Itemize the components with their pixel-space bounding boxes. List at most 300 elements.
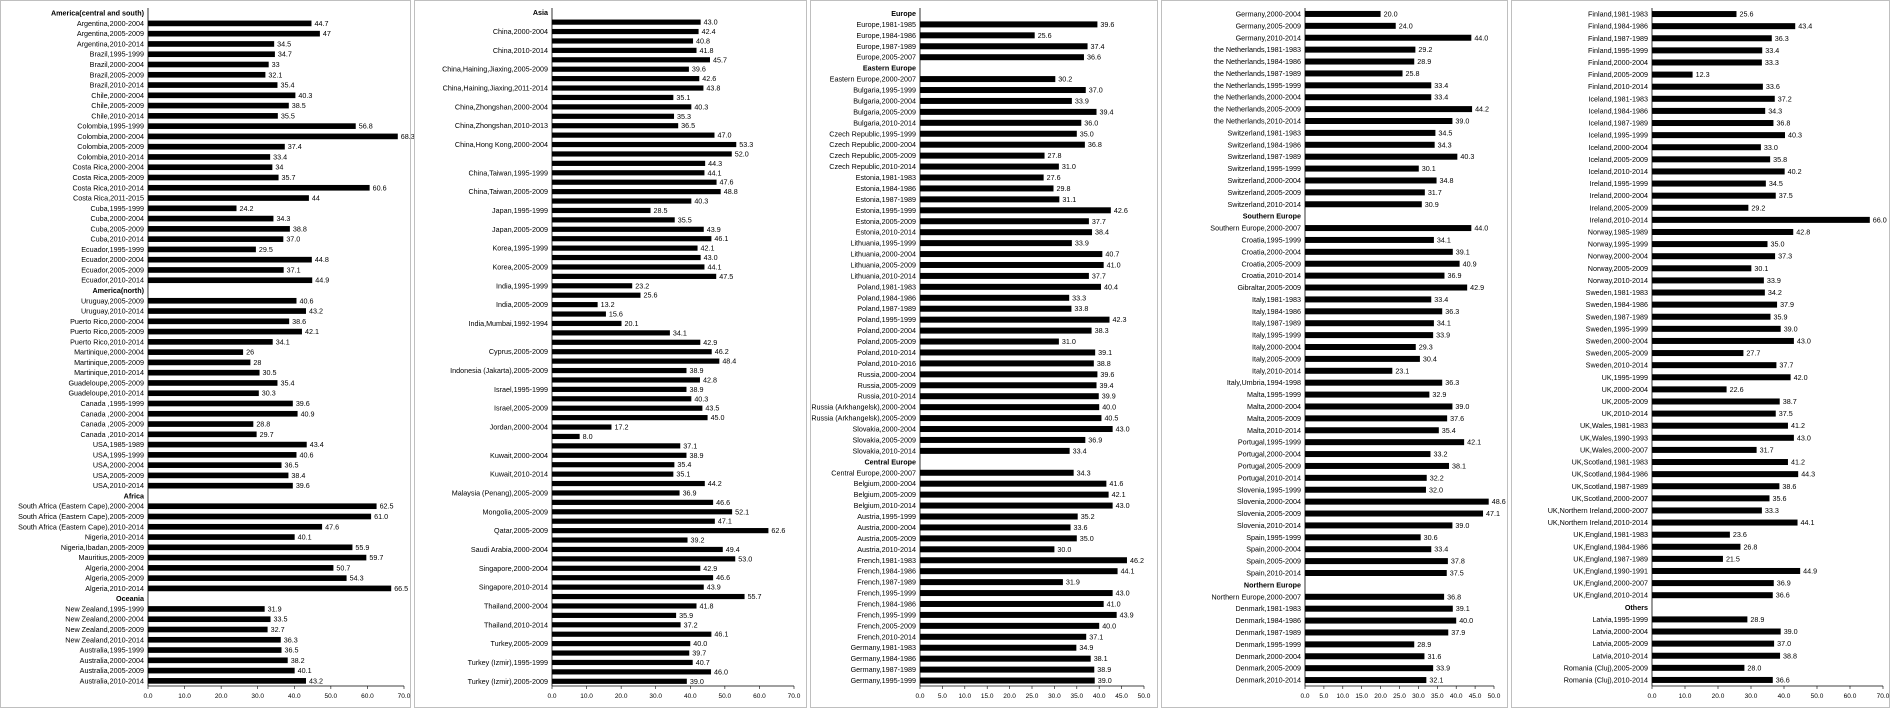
category-label: Puerto Rico,2005-2009 bbox=[70, 327, 144, 337]
data-label: 33.9 bbox=[1766, 275, 1781, 285]
category-label: Colombia,2010-2014 bbox=[77, 152, 144, 162]
data-label: 34.1 bbox=[275, 337, 290, 347]
bar bbox=[552, 481, 705, 486]
bar bbox=[920, 251, 1102, 257]
bar bbox=[148, 154, 270, 160]
data-label: 43.0 bbox=[703, 253, 718, 263]
data-label: 36.9 bbox=[1447, 271, 1462, 281]
bar bbox=[148, 41, 274, 47]
category-label: Poland,2000-2004 bbox=[857, 326, 916, 336]
bar bbox=[1652, 447, 1757, 453]
category-label: Ireland,1995-1999 bbox=[1589, 179, 1648, 189]
category-label: Switzerland,1987-1989 bbox=[1227, 152, 1301, 162]
data-label: 37.8 bbox=[1450, 556, 1465, 566]
category-label: Jordan,2000-2004 bbox=[489, 422, 548, 432]
bar bbox=[148, 452, 296, 458]
bar bbox=[148, 442, 307, 448]
bar bbox=[920, 415, 1101, 421]
data-label: 33.6 bbox=[1073, 522, 1088, 532]
data-label: 35.8 bbox=[1773, 154, 1788, 164]
data-label: 31.9 bbox=[1065, 577, 1080, 587]
category-label: French,1995-1999 bbox=[857, 610, 916, 620]
category-label: UK,Northern Ireland,2000-2007 bbox=[1547, 505, 1648, 515]
bar bbox=[148, 668, 295, 674]
bar bbox=[920, 328, 1092, 334]
data-label: 35.2 bbox=[1080, 512, 1095, 522]
bar bbox=[148, 616, 271, 622]
category-label: Russia (Arkhangelsk),2005-2009 bbox=[811, 413, 916, 423]
category-label: Norway,2000-2004 bbox=[1587, 251, 1648, 261]
bar bbox=[920, 524, 1071, 530]
category-label: the Netherlands,2000-2004 bbox=[1213, 92, 1301, 102]
bar bbox=[1652, 386, 1727, 392]
data-label: 35.3 bbox=[677, 111, 692, 121]
bar bbox=[552, 575, 713, 580]
data-label: 28.0 bbox=[1747, 663, 1762, 673]
x-tick-label: 50.0 bbox=[718, 693, 732, 700]
bar bbox=[920, 579, 1063, 585]
x-tick-label: 50.0 bbox=[324, 693, 338, 700]
category-label: Malaysia (Penang),2005-2009 bbox=[451, 488, 548, 498]
bar bbox=[920, 656, 1091, 662]
category-label: Australia,1995-1999 bbox=[79, 645, 144, 655]
bar bbox=[148, 205, 237, 211]
category-label: Switzerland,2005-2009 bbox=[1227, 187, 1301, 197]
bar bbox=[920, 448, 1070, 454]
data-label: 33.3 bbox=[1764, 58, 1779, 68]
bar bbox=[148, 370, 260, 376]
bar bbox=[1305, 677, 1426, 683]
data-label: 33.4 bbox=[1434, 544, 1449, 554]
data-label: 47.1 bbox=[717, 516, 732, 526]
data-label: 37.7 bbox=[1091, 271, 1106, 281]
category-label: Lithuania,2000-2004 bbox=[850, 249, 916, 259]
data-label: 31.6 bbox=[1427, 651, 1442, 661]
data-label: 34.5 bbox=[277, 39, 292, 49]
bar bbox=[148, 586, 391, 592]
category-label: South Africa (Eastern Cape),2005-2009 bbox=[18, 512, 144, 522]
bar bbox=[1305, 23, 1396, 29]
data-label: 32.2 bbox=[1429, 473, 1444, 483]
data-label: 35.0 bbox=[1770, 239, 1785, 249]
data-label: 35.1 bbox=[676, 469, 691, 479]
data-label: 30.4 bbox=[1422, 354, 1437, 364]
data-label: 46.1 bbox=[714, 629, 729, 639]
bar bbox=[1305, 70, 1403, 76]
bar bbox=[1305, 606, 1453, 612]
category-label: Russia,2005-2009 bbox=[857, 380, 916, 390]
bar bbox=[1305, 94, 1431, 100]
bar bbox=[920, 185, 1054, 191]
data-label: 8.0 bbox=[582, 431, 593, 441]
category-label: Estonia,1984-1986 bbox=[855, 183, 916, 193]
data-label: 68.3 bbox=[400, 131, 415, 141]
x-tick-label: 30.0 bbox=[251, 693, 265, 700]
data-label: 31.7 bbox=[1759, 445, 1774, 455]
category-label: India,Mumbai,1992-1994 bbox=[468, 318, 548, 328]
bar bbox=[148, 247, 256, 253]
x-tick-label: 30.0 bbox=[1048, 693, 1061, 700]
bar bbox=[920, 76, 1055, 82]
data-label: 43.0 bbox=[1115, 424, 1130, 434]
data-label: 24.0 bbox=[1398, 21, 1413, 31]
bar bbox=[1305, 296, 1431, 302]
data-label: 34.3 bbox=[1076, 468, 1091, 478]
bar bbox=[552, 443, 680, 448]
category-label: Argentina,2000-2004 bbox=[76, 18, 144, 28]
data-label: 35.4 bbox=[677, 460, 692, 470]
category-label: UK,England,1990-1991 bbox=[1573, 566, 1648, 576]
bar bbox=[1652, 616, 1747, 622]
data-label: 36.3 bbox=[1774, 33, 1789, 43]
data-label: 34.1 bbox=[1436, 235, 1451, 245]
category-label: China,Taiwan,2005-2009 bbox=[468, 187, 548, 197]
category-label: Poland,1995-1999 bbox=[857, 315, 916, 325]
category-label: Italy,2010-2014 bbox=[1251, 366, 1301, 376]
category-label: Germany,2010-2014 bbox=[1235, 33, 1301, 43]
category-label: New Zealand,2000-2004 bbox=[65, 614, 144, 624]
category-label: Canada ,1995-1999 bbox=[80, 399, 144, 409]
bar bbox=[552, 509, 732, 514]
bar bbox=[552, 547, 723, 552]
group-label: America(north) bbox=[92, 286, 144, 296]
bar bbox=[1305, 368, 1392, 374]
data-label: 40.0 bbox=[1102, 402, 1117, 412]
bar bbox=[1652, 459, 1788, 465]
data-label: 34.5 bbox=[1768, 179, 1783, 189]
data-label: 36.3 bbox=[1445, 306, 1460, 316]
data-label: 37.4 bbox=[287, 142, 302, 152]
data-label: 35.5 bbox=[280, 111, 295, 121]
category-label: French,1984-1986 bbox=[857, 599, 916, 609]
category-label: Portugal,2005-2009 bbox=[1237, 461, 1301, 471]
category-label: Uruguay,2010-2014 bbox=[80, 306, 144, 316]
data-label: 40.4 bbox=[1103, 282, 1118, 292]
bar bbox=[1305, 356, 1420, 362]
data-label: 36.3 bbox=[283, 635, 298, 645]
bar bbox=[148, 421, 253, 427]
bar bbox=[1652, 495, 1769, 501]
category-label: Bulgaria,2000-2004 bbox=[853, 96, 916, 106]
category-label: South Africa (Eastern Cape),2000-2004 bbox=[18, 501, 144, 511]
x-tick-label: 50.0 bbox=[1137, 693, 1151, 700]
category-label: USA,2005-2009 bbox=[92, 470, 144, 480]
category-label: Cuba,2010-2014 bbox=[90, 234, 144, 244]
bar bbox=[552, 434, 580, 439]
category-label: Czech Republic,2000-2004 bbox=[829, 140, 916, 150]
data-label: 44.1 bbox=[1800, 518, 1815, 528]
bar bbox=[1652, 435, 1794, 441]
category-label: Europe,1981-1985 bbox=[856, 19, 916, 29]
data-label: 36.6 bbox=[1086, 52, 1101, 62]
data-label: 40.3 bbox=[694, 196, 709, 206]
bar bbox=[148, 31, 320, 37]
bar bbox=[920, 590, 1113, 596]
bar bbox=[552, 396, 691, 401]
bar bbox=[552, 462, 674, 467]
data-label: 42.9 bbox=[703, 337, 718, 347]
bar bbox=[148, 308, 306, 314]
bar bbox=[148, 627, 268, 633]
bar bbox=[552, 151, 732, 156]
data-label: 31.7 bbox=[1427, 187, 1442, 197]
bar bbox=[148, 103, 289, 109]
bar bbox=[1305, 534, 1421, 540]
bar bbox=[552, 330, 670, 335]
data-label: 28.9 bbox=[1750, 614, 1765, 624]
data-label: 43.0 bbox=[1115, 588, 1130, 598]
category-label: Japan,1995-1999 bbox=[492, 205, 548, 215]
data-label: 36.5 bbox=[284, 460, 299, 470]
category-label: Denmark,1981-1983 bbox=[1235, 604, 1301, 614]
data-label: 39.1 bbox=[1455, 247, 1470, 257]
category-label: Puerto Rico,2010-2014 bbox=[70, 337, 144, 347]
category-label: the Netherlands,2010-2014 bbox=[1213, 116, 1301, 126]
data-label: 39.0 bbox=[689, 676, 704, 686]
category-label: Lithuania,2005-2009 bbox=[850, 260, 916, 270]
category-label: Germany,1995-1999 bbox=[850, 676, 916, 686]
category-label: Canada ,2000-2004 bbox=[80, 409, 144, 419]
category-label: Ireland,2005-2009 bbox=[1589, 203, 1648, 213]
data-label: 34 bbox=[275, 162, 284, 172]
data-label: 37.5 bbox=[1778, 409, 1793, 419]
x-tick-label: 0.0 bbox=[915, 693, 925, 700]
data-label: 39.6 bbox=[691, 64, 706, 74]
data-label: 36.8 bbox=[1447, 592, 1462, 602]
data-label: 40.0 bbox=[693, 639, 708, 649]
data-label: 39.0 bbox=[1783, 324, 1798, 334]
category-label: Estonia,1987-1989 bbox=[855, 194, 916, 204]
data-label: 49.4 bbox=[725, 544, 740, 554]
bar bbox=[148, 236, 283, 242]
category-label: Sweden,1984-1986 bbox=[1585, 300, 1648, 310]
data-label: 39.0 bbox=[1783, 627, 1798, 637]
data-label: 40.1 bbox=[297, 666, 312, 676]
bar bbox=[1652, 217, 1870, 223]
bar bbox=[1305, 154, 1457, 160]
data-label: 39.6 bbox=[1100, 369, 1115, 379]
data-label: 37.1 bbox=[286, 265, 301, 275]
category-label: Nigeria,2010-2014 bbox=[84, 532, 144, 542]
category-label: Costa Rica,2011-2015 bbox=[73, 193, 144, 203]
bar bbox=[1652, 193, 1776, 199]
bar bbox=[1305, 237, 1434, 243]
category-label: Costa Rica,2010-2014 bbox=[72, 183, 144, 193]
data-label: 39.2 bbox=[690, 535, 705, 545]
data-label: 46.1 bbox=[714, 234, 729, 244]
category-label: Portugal,2000-2004 bbox=[1237, 449, 1301, 459]
x-tick-label: 60.0 bbox=[753, 693, 766, 700]
bar bbox=[920, 360, 1094, 366]
category-label: New Zealand,1995-1999 bbox=[65, 604, 144, 614]
data-label: 38.5 bbox=[291, 101, 306, 111]
category-label: UK,Northern Ireland,2010-2014 bbox=[1547, 518, 1648, 528]
bar bbox=[1305, 225, 1471, 231]
data-label: 37.3 bbox=[1778, 251, 1793, 261]
category-label: Chile,2000-2004 bbox=[91, 90, 144, 100]
category-label: Sweden,1987-1989 bbox=[1585, 312, 1648, 322]
data-label: 40.7 bbox=[1105, 249, 1120, 259]
category-label: UK,Scotland,1987-1989 bbox=[1571, 481, 1648, 491]
data-label: 33.8 bbox=[1074, 304, 1089, 314]
x-tick-label: 30.0 bbox=[1744, 693, 1758, 700]
category-label: New Zealand,2010-2014 bbox=[65, 635, 144, 645]
bar bbox=[552, 85, 703, 90]
category-label: Thailand,2010-2014 bbox=[484, 620, 548, 630]
bar bbox=[1305, 332, 1433, 338]
category-label: Romania (Cluj),2010-2014 bbox=[1563, 675, 1648, 685]
data-label: 37.2 bbox=[683, 620, 698, 630]
bar bbox=[920, 678, 1095, 684]
x-tick-label: 50.0 bbox=[1487, 693, 1501, 700]
category-label: Slovenia,2010-2014 bbox=[1237, 520, 1301, 530]
x-tick-label: 45.0 bbox=[1115, 693, 1128, 700]
category-label: Puerto Rico,2000-2004 bbox=[70, 316, 144, 326]
category-label: Iceland,2005-2009 bbox=[1588, 154, 1648, 164]
data-label: 41.0 bbox=[1106, 599, 1121, 609]
data-label: 44.2 bbox=[707, 479, 722, 489]
category-label: Bulgaria,1995-1999 bbox=[853, 85, 916, 95]
bar bbox=[920, 634, 1086, 640]
data-label: 33.9 bbox=[1074, 238, 1089, 248]
x-tick-label: 15.0 bbox=[980, 693, 994, 700]
category-label: Malta,2005-2009 bbox=[1247, 413, 1301, 423]
category-label: Costa Rica,2005-2009 bbox=[72, 173, 144, 183]
category-label: Italy,1987-1989 bbox=[1251, 318, 1301, 328]
x-tick-label: 0.0 bbox=[143, 693, 153, 700]
category-label: Finland,1987-1989 bbox=[1588, 33, 1648, 43]
x-tick-label: 70.0 bbox=[787, 693, 801, 700]
data-label: 39.0 bbox=[1455, 520, 1470, 530]
data-label: 37.5 bbox=[1449, 568, 1464, 578]
bar bbox=[552, 246, 698, 251]
bar bbox=[552, 48, 697, 53]
category-label: Uruguay,2005-2009 bbox=[80, 296, 144, 306]
category-label: UK,England,2010-2014 bbox=[1573, 590, 1648, 600]
data-label: 40.6 bbox=[299, 296, 314, 306]
data-label: 13.2 bbox=[600, 300, 615, 310]
bar bbox=[920, 470, 1074, 476]
bar bbox=[552, 340, 700, 345]
data-label: 44.7 bbox=[314, 18, 329, 28]
category-label: Iceland,1981-1983 bbox=[1588, 94, 1648, 104]
bar bbox=[920, 557, 1127, 563]
bar bbox=[148, 401, 293, 407]
data-label: 46.6 bbox=[716, 497, 731, 507]
bar bbox=[1652, 568, 1800, 574]
data-label: 30.6 bbox=[1423, 532, 1438, 542]
data-label: 40.8 bbox=[696, 36, 711, 46]
data-label: 41.2 bbox=[1790, 457, 1805, 467]
category-label: Israel,2005-2009 bbox=[494, 403, 548, 413]
category-label: Switzerland,1981-1983 bbox=[1227, 128, 1301, 138]
data-label: 33.9 bbox=[1436, 330, 1451, 340]
category-label: UK,England,2000-2007 bbox=[1573, 578, 1648, 588]
data-label: 35.7 bbox=[281, 173, 296, 183]
bar bbox=[1652, 338, 1794, 344]
bar bbox=[552, 283, 632, 288]
data-label: 42.0 bbox=[1793, 372, 1808, 382]
category-label: Finland,2010-2014 bbox=[1588, 82, 1648, 92]
bar bbox=[1305, 106, 1472, 112]
bar bbox=[1652, 374, 1791, 380]
category-label: Spain,2010-2014 bbox=[1246, 568, 1301, 578]
data-label: 38.1 bbox=[1452, 461, 1467, 471]
bar bbox=[1305, 415, 1447, 421]
data-label: 43.4 bbox=[309, 440, 324, 450]
bar bbox=[920, 492, 1109, 498]
category-label: New Zealand,2005-2009 bbox=[65, 625, 144, 635]
data-label: 28.9 bbox=[1417, 57, 1432, 67]
data-label: 35.4 bbox=[1441, 425, 1456, 435]
category-label: China,Zhongshan,2010-2013 bbox=[454, 121, 548, 131]
x-tick-label: 5.0 bbox=[937, 693, 947, 700]
data-label: 40.3 bbox=[1460, 152, 1475, 162]
data-label: 33.2 bbox=[1433, 449, 1448, 459]
bar bbox=[148, 62, 269, 68]
category-label: French,1981-1983 bbox=[857, 555, 916, 565]
category-label: Brazil,2000-2004 bbox=[89, 60, 144, 70]
data-label: 31.1 bbox=[1062, 194, 1077, 204]
bar bbox=[920, 535, 1077, 541]
bar bbox=[920, 175, 1044, 181]
bar bbox=[1652, 59, 1762, 65]
data-label: 25.6 bbox=[643, 290, 658, 300]
category-label: Malta,1995-1999 bbox=[1247, 390, 1301, 400]
category-label: Brazil,1995-1999 bbox=[89, 49, 144, 59]
x-tick-label: 5.0 bbox=[1319, 693, 1329, 700]
bar bbox=[1652, 132, 1785, 138]
category-label: Croatia,2010-2014 bbox=[1241, 271, 1301, 281]
x-tick-label: 0.0 bbox=[547, 693, 557, 700]
category-label: Germany,1984-1986 bbox=[850, 654, 916, 664]
category-label: Denmark,2005-2009 bbox=[1235, 663, 1301, 673]
data-label: 34.7 bbox=[277, 49, 292, 59]
data-label: 37.4 bbox=[1090, 41, 1105, 51]
data-label: 52.0 bbox=[734, 149, 749, 159]
data-label: 37.9 bbox=[1451, 627, 1466, 637]
category-label: Argentina,2010-2014 bbox=[76, 39, 144, 49]
data-label: 47.1 bbox=[1486, 509, 1501, 519]
bar bbox=[552, 293, 641, 298]
bar bbox=[920, 240, 1072, 246]
category-label: Mongolia,2005-2009 bbox=[482, 507, 548, 517]
bar bbox=[1305, 546, 1431, 552]
bar bbox=[920, 207, 1111, 213]
category-label: China,Zhongshan,2000-2004 bbox=[454, 102, 548, 112]
bar bbox=[920, 481, 1106, 487]
data-label: 43.5 bbox=[705, 403, 720, 413]
x-tick-label: 40.0 bbox=[683, 693, 697, 700]
bar bbox=[148, 113, 278, 119]
bar bbox=[1305, 570, 1447, 576]
data-label: 33 bbox=[271, 60, 280, 70]
bar bbox=[552, 594, 745, 599]
category-label: Gibraltar,2005-2009 bbox=[1237, 283, 1301, 293]
category-label: Iceland,1987-1989 bbox=[1588, 118, 1648, 128]
category-label: Brazil,2005-2009 bbox=[89, 70, 144, 80]
bar bbox=[552, 38, 693, 43]
category-label: Cuba,2000-2004 bbox=[90, 214, 144, 224]
category-label: UK,1995-1999 bbox=[1601, 372, 1648, 382]
bar bbox=[1652, 290, 1765, 296]
category-label: Poland,2005-2009 bbox=[857, 337, 916, 347]
data-label: 37.0 bbox=[1088, 85, 1103, 95]
bar bbox=[1652, 641, 1774, 647]
data-label: 39.6 bbox=[295, 399, 310, 409]
bar bbox=[148, 637, 281, 643]
data-label: 31.0 bbox=[1061, 162, 1076, 172]
